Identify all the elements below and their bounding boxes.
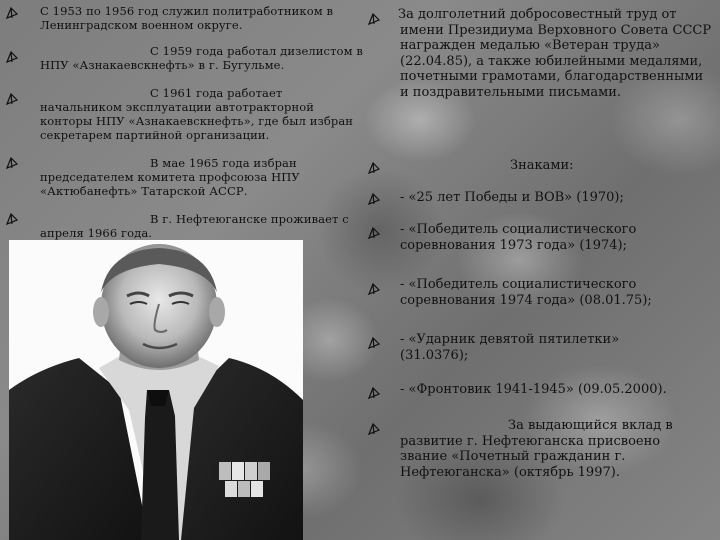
bullet-icon [5, 156, 19, 170]
bullet-icon [5, 92, 19, 106]
badge-item: - «Победитель социалистического соревнования 1973 года» (1974); [400, 222, 637, 253]
bio-paragraph-4: В мае 1965 года избран председателем комитета профсоюза НПУ «Актюбанефть» Татарской АССР. [40, 156, 300, 198]
bio-paragraph-5: В г. Нефтеюганске проживает с апреля 1966 года. [40, 212, 349, 240]
bio-paragraph-3: С 1961 года работает начальником эксплуатации автотракторной конторы НПУ «Азнакаевскнефть», где был избран секретарем партийной организации. [40, 86, 354, 142]
badge-item: - «Ударник девятой пятилетки» (31.0376); [400, 332, 620, 363]
bullet-icon [5, 50, 19, 64]
honorary-citizen-paragraph: За выдающийся вклад в развитие г. Нефтеюганска присвоено звание «Почетный гражданин г. Нефтеюганска» (октябрь 1997). [400, 418, 673, 480]
award-paragraph: За долголетний добросовестный труд от имени Президиума Верховного Совета СССР награжден медалью «Ветеран труда» (22.04.85), а также юбилейными медалями, почетными грамотами, благодарственными и поздравительными письмами. [398, 7, 712, 100]
bullet-icon [367, 282, 381, 296]
badges-heading: Знаками: [510, 158, 574, 173]
bullet-icon [367, 422, 381, 436]
bullet-icon [5, 6, 19, 20]
bullet-icon [367, 12, 381, 26]
bullet-icon [367, 386, 381, 400]
portrait-photo [9, 240, 303, 540]
badge-item: - «Фронтовик 1941-1945» (09.05.2000). [400, 382, 667, 397]
bullet-icon [5, 212, 19, 226]
bullet-icon [367, 226, 381, 240]
bullet-icon [367, 336, 381, 350]
badge-item: - «Победитель социалистического соревнования 1974 года» (08.01.75); [400, 277, 652, 308]
bio-paragraph-1: С 1953 по 1956 год служил политработником в Ленинградском военном округе. [40, 4, 334, 32]
bullet-icon [367, 161, 381, 175]
badge-item: - «25 лет Победы и ВОВ» (1970); [400, 190, 624, 205]
bio-paragraph-2: С 1959 года работал дизелистом в НПУ «Азнакаевскнефть» в г. Бугульме. [40, 44, 363, 72]
bullet-icon [367, 192, 381, 206]
